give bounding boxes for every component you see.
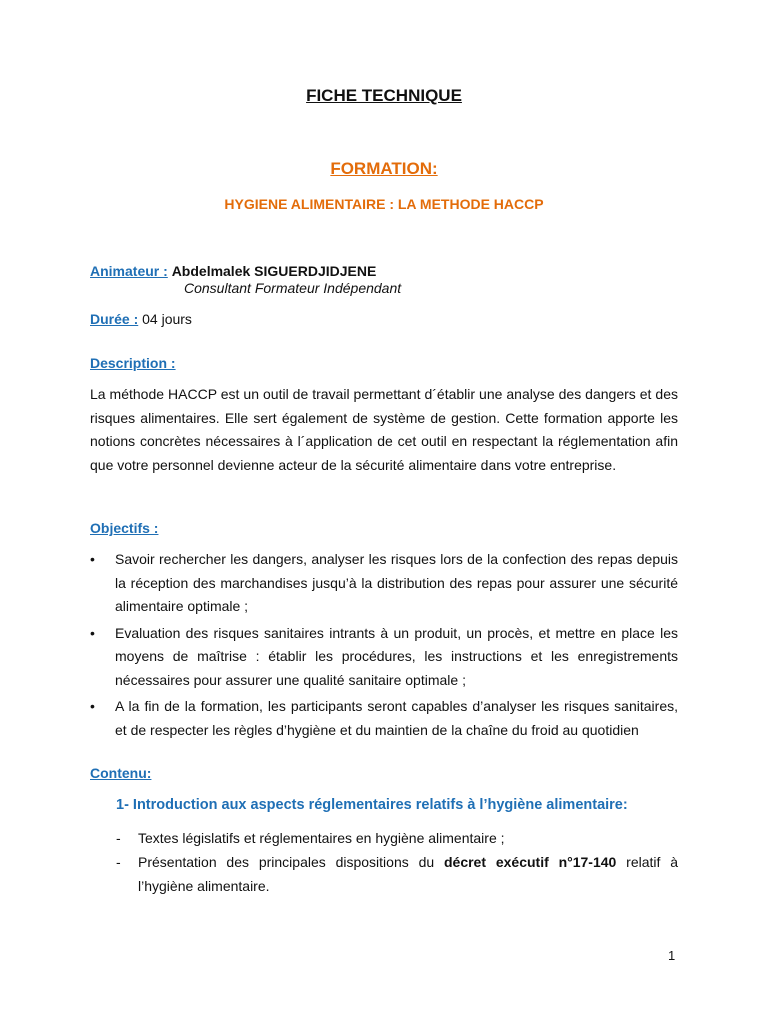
animateur-label: Animateur : <box>90 263 168 279</box>
objectif-text: Evaluation des risques sanitaires intrants à un produit, un procès, et mettre en place les moyens de maîtrise : établir les procédures, les instructions et les enregistrements nécessaires pour assurer une qualité sanitaire optimale ; <box>115 624 678 688</box>
list-item <box>90 548 678 619</box>
list-item <box>90 695 678 742</box>
animateur-line <box>90 263 376 279</box>
objectif-text: Savoir rechercher les dangers, analyser les risques lors de la confection des repas depuis la réception des marchandises jusqu’à la distribution des repas pour assurer une sécurité alimentaire optimale ; <box>115 551 678 614</box>
bullet-icon: • <box>90 551 95 567</box>
section-1-heading: 1- Introduction aux aspects réglementaires relatifs à l’hygiène alimentaire: <box>116 797 628 813</box>
description-heading <box>90 355 176 371</box>
animateur-role: Consultant Formateur Indépendant <box>184 280 402 296</box>
formation-label: FORMATION: <box>330 159 438 178</box>
contenu-heading <box>90 765 151 781</box>
bullet-icon: • <box>90 698 95 714</box>
duree-value: 04 jours <box>142 311 192 327</box>
document-title: FICHE TECHNIQUE <box>306 86 462 105</box>
duree-line <box>90 311 192 327</box>
section-1-item-text: Textes législatifs et réglementaires en hygiène alimentaire ; <box>138 830 505 846</box>
list-item <box>90 622 678 693</box>
description-label: Description : <box>90 355 176 371</box>
animateur-name: Abdelmalek SIGUERDJIDJENE <box>171 263 377 279</box>
decree-reference: décret exécutif n°17-140 <box>443 854 617 870</box>
objectifs-heading <box>90 520 158 536</box>
duree-label: Durée : <box>90 311 139 327</box>
list-item <box>116 850 678 898</box>
section-1-item-text-start: Présentation des principales dispositions du <box>138 854 444 870</box>
objectifs-label: Objectifs : <box>90 520 159 536</box>
contenu-label: Contenu: <box>90 765 152 781</box>
dash-icon: - <box>116 854 121 870</box>
description-text: La méthode HACCP est un outil de travail permettant d´établir une analyse des dangers et des risques alimentaires. Elle sert également de système de gestion. Cette formation apporte les notions concrètes nécessaires à l´application de cet outil en respectant la réglementation afin que votre personnel devienne acteur de la sécurité alimentaire dans votre entreprise. <box>90 386 678 473</box>
objectif-text: A la fin de la formation, les participants seront capables d’analyser les risques sanitaires, et de respecter les règles d’hygiène et du maintien de la chaîne du froid au quotidien <box>115 698 678 738</box>
section-1-item-text-end: relatif à l’hygiène alimentaire. <box>138 854 679 894</box>
formation-subtitle: HYGIENE ALIMENTAIRE : LA METHODE HACCP <box>224 196 544 212</box>
objectifs-list <box>90 548 678 745</box>
bullet-icon: • <box>90 624 95 641</box>
list-item <box>116 826 678 850</box>
dash-icon: - <box>116 830 121 846</box>
page-number: 1 <box>668 948 676 963</box>
section-1-list <box>116 826 678 898</box>
